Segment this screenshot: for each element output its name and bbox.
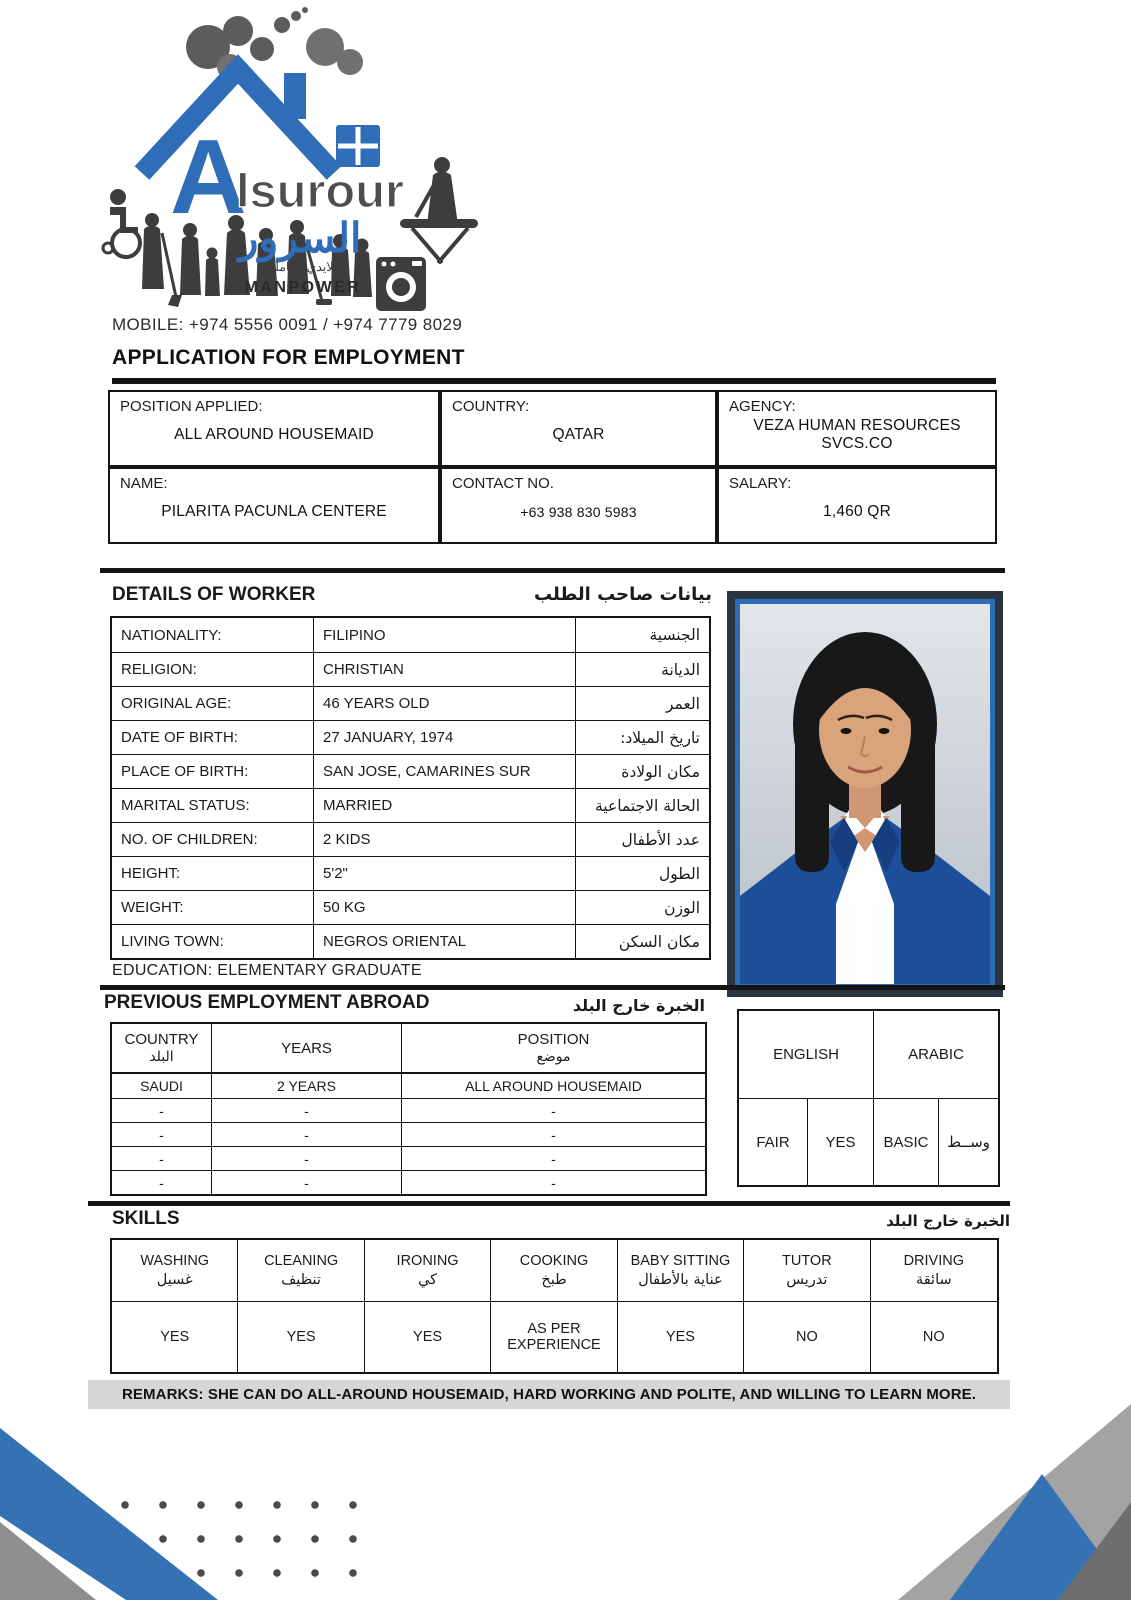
title-rule xyxy=(112,378,996,384)
employment-position: ALL AROUND HOUSEMAID xyxy=(465,1078,642,1094)
arabic-level-arabic: وســط xyxy=(947,1133,990,1151)
detail-value: FILIPINO xyxy=(314,618,576,652)
previous-employment-table xyxy=(110,1022,707,1196)
logo-brand-text: lsurour xyxy=(236,164,404,217)
arabic-level: BASIC xyxy=(874,1099,939,1185)
skill-label: IRONING xyxy=(396,1253,459,1269)
name-cell xyxy=(108,467,440,544)
detail-value: CHRISTIAN xyxy=(314,653,576,686)
table-row xyxy=(112,1098,705,1122)
employment-years: 2 YEARS xyxy=(212,1074,402,1098)
detail-label-arabic: الجنسية xyxy=(649,626,700,644)
field-label: NAME: xyxy=(120,475,168,492)
skills-table xyxy=(110,1238,999,1374)
skill-label-arabic: تنظيف xyxy=(281,1272,321,1288)
agency-cell xyxy=(717,390,997,467)
column-header-arabic: موضع xyxy=(536,1049,571,1065)
languages-header-row xyxy=(739,1011,998,1098)
position-applied-cell xyxy=(108,390,440,467)
field-label: POSITION APPLIED: xyxy=(120,398,263,415)
skill-label-arabic: تدريس xyxy=(786,1272,828,1288)
detail-label: NATIONALITY: xyxy=(112,618,314,652)
employment-country: - xyxy=(112,1123,212,1146)
details-section-title-arabic: بيانات صاحب الطلب xyxy=(533,584,712,605)
skill-header-driving xyxy=(871,1240,997,1301)
detail-value: NEGROS ORIENTAL xyxy=(314,925,576,958)
detail-label: HEIGHT: xyxy=(112,857,314,890)
employment-section-rule xyxy=(100,985,1005,990)
employment-years: - xyxy=(212,1171,402,1194)
skills-value-row xyxy=(112,1302,997,1372)
field-value: +63 938 830 5983 xyxy=(520,504,637,520)
skills-section-rule xyxy=(88,1201,1010,1206)
skill-value-driving: NO xyxy=(922,1329,945,1345)
table-row xyxy=(112,856,709,890)
table-header-row xyxy=(112,1024,705,1074)
skills-section-title: SKILLS xyxy=(112,1208,180,1229)
employment-section-title-arabic: الخبرة خارج البلد xyxy=(572,996,705,1015)
field-label: CONTACT NO. xyxy=(452,475,554,492)
field-label: AGENCY: xyxy=(729,398,796,415)
skill-label: TUTOR xyxy=(782,1253,832,1269)
field-label: COUNTRY: xyxy=(452,398,530,415)
detail-label-arabic: مكان الولادة xyxy=(621,762,700,781)
washing-machine-icon xyxy=(376,257,426,311)
salary-cell xyxy=(717,467,997,544)
table-row xyxy=(112,754,709,788)
column-header-years xyxy=(212,1024,402,1072)
detail-value: 27 JANUARY, 1974 xyxy=(314,721,576,754)
detail-label-arabic: الحالة الاجتماعية xyxy=(594,796,700,815)
detail-value: 50 KG xyxy=(314,891,576,924)
detail-label: LIVING TOWN: xyxy=(112,925,314,958)
mobile-numbers: MOBILE: +974 5556 0091 / +974 7779 8029 xyxy=(112,315,463,334)
detail-value: 2 KIDS xyxy=(314,823,576,856)
skill-value-cleaning: YES xyxy=(238,1302,364,1372)
languages-table xyxy=(737,1009,1000,1187)
employment-position: - xyxy=(551,1126,556,1143)
page-title: APPLICATION FOR EMPLOYMENT xyxy=(112,346,465,369)
worker-photo-frame xyxy=(727,591,1003,997)
table-row xyxy=(112,652,709,686)
arabic-header: ARABIC xyxy=(908,1046,964,1063)
skill-label-arabic: كي xyxy=(418,1272,438,1288)
detail-label: NO. OF CHILDREN: xyxy=(112,823,314,856)
skill-header-ironing xyxy=(365,1240,491,1301)
table-row xyxy=(112,788,709,822)
skill-value-babysitting: YES xyxy=(618,1302,744,1372)
worker-details-table xyxy=(110,616,711,960)
logo-letter-a: A xyxy=(170,118,247,236)
table-row xyxy=(112,1122,705,1146)
skill-label: CLEANING xyxy=(264,1253,339,1269)
detail-label: DATE OF BIRTH: xyxy=(112,721,314,754)
skill-label: DRIVING xyxy=(903,1253,964,1269)
table-row xyxy=(112,618,709,652)
detail-label: RELIGION: xyxy=(112,653,314,686)
employment-years: - xyxy=(212,1147,402,1170)
detail-label-arabic: الطول xyxy=(658,864,700,883)
detail-value: MARRIED xyxy=(314,789,576,822)
field-label: SALARY: xyxy=(729,475,792,492)
skill-value-tutor: NO xyxy=(744,1302,870,1372)
corner-decorations xyxy=(0,1390,1131,1600)
worker-portrait-illustration xyxy=(740,604,990,984)
detail-label: PLACE OF BIRTH: xyxy=(112,755,314,788)
contact-cell xyxy=(440,467,717,544)
detail-label-arabic: تاريخ الميلاد: xyxy=(620,728,700,747)
detail-value: SAN JOSE, CAMARINES SUR xyxy=(314,755,576,788)
skills-section-title-arabic: الخبرة خارج البلد xyxy=(886,1212,1010,1230)
details-section-rule xyxy=(100,568,1005,573)
column-header-label: POSITION xyxy=(517,1031,590,1048)
detail-label-arabic: الوزن xyxy=(664,898,700,917)
table-row xyxy=(112,890,709,924)
table-row xyxy=(112,720,709,754)
logo-manpower-text: MANPOWER xyxy=(244,279,362,296)
employment-position: - xyxy=(551,1150,556,1167)
worker-photo xyxy=(735,599,995,989)
table-row xyxy=(112,1146,705,1170)
column-header-label: YEARS xyxy=(281,1039,332,1057)
employment-country: - xyxy=(112,1147,212,1170)
application-summary-table xyxy=(108,390,997,544)
logo-tagline-arabic: للايدي العاملة xyxy=(268,260,338,274)
employment-years: - xyxy=(212,1123,402,1146)
detail-label-arabic: العمر xyxy=(665,694,700,713)
skill-header-tutor xyxy=(744,1240,870,1301)
detail-label-arabic: مكان السكن xyxy=(618,932,700,951)
skill-label-arabic: سائقة xyxy=(915,1272,952,1288)
detail-label: ORIGINAL AGE: xyxy=(112,687,314,720)
field-value: QATAR xyxy=(552,426,605,443)
field-value: 1,460 QR xyxy=(823,503,891,520)
english-level: FAIR xyxy=(739,1099,808,1185)
english-flag: YES xyxy=(808,1099,874,1185)
skill-header-babysitting xyxy=(618,1240,744,1301)
skill-label-arabic: طبخ xyxy=(541,1272,567,1288)
skill-value-cooking: AS PER EXPERIENCE xyxy=(491,1302,617,1372)
table-row xyxy=(112,924,709,958)
remarks-bar: REMARKS: SHE CAN DO ALL-AROUND HOUSEMAID, HARD WORKING AND POLITE, AND WILLING TO LEARN MORE. xyxy=(88,1380,1010,1409)
skill-value-washing: YES xyxy=(112,1302,238,1372)
employment-country: SAUDI xyxy=(112,1074,212,1098)
table-row xyxy=(112,1170,705,1194)
table-row xyxy=(112,686,709,720)
education-line: EDUCATION: ELEMENTARY GRADUATE xyxy=(112,962,422,979)
details-section-title: DETAILS OF WORKER xyxy=(112,584,316,605)
detail-label: WEIGHT: xyxy=(112,891,314,924)
skill-header-cooking xyxy=(491,1240,617,1301)
smoke-icon xyxy=(186,7,363,80)
english-header: ENGLISH xyxy=(739,1011,874,1098)
field-value: VEZA HUMAN RESOURCES SVCS.CO xyxy=(753,417,961,452)
languages-value-row xyxy=(739,1098,998,1185)
country-cell xyxy=(440,390,717,467)
table-row xyxy=(112,822,709,856)
employment-country: - xyxy=(112,1171,212,1194)
field-value: ALL AROUND HOUSEMAID xyxy=(174,426,374,443)
skill-header-cleaning xyxy=(238,1240,364,1301)
employment-country: - xyxy=(112,1099,212,1122)
employment-position: - xyxy=(551,1174,556,1191)
column-header-label: COUNTRY xyxy=(124,1031,199,1048)
employment-position: - xyxy=(551,1102,556,1119)
detail-value: 46 YEARS OLD xyxy=(314,687,576,720)
logo-brand-arabic: السرور xyxy=(238,215,362,261)
skill-label: BABY SITTING xyxy=(630,1253,731,1269)
column-header-country xyxy=(112,1024,212,1072)
table-row xyxy=(112,1074,705,1098)
skill-label: WASHING xyxy=(140,1253,210,1269)
employment-years: - xyxy=(212,1099,402,1122)
skill-label-arabic: غسيل xyxy=(156,1272,193,1288)
skill-value-ironing: YES xyxy=(365,1302,491,1372)
detail-label-arabic: عدد الأطفال xyxy=(621,830,700,849)
company-logo xyxy=(90,5,485,320)
skill-label: COOKING xyxy=(519,1253,589,1269)
skills-header-row xyxy=(112,1240,997,1302)
column-header-arabic: البلد xyxy=(149,1049,174,1065)
detail-label-arabic: الديانة xyxy=(661,660,700,679)
detail-value: 5'2" xyxy=(314,857,576,890)
detail-label: MARITAL STATUS: xyxy=(112,789,314,822)
skill-label-arabic: عناية بالأطفال xyxy=(638,1272,723,1288)
field-value: PILARITA PACUNLA CENTERE xyxy=(161,503,387,520)
skill-header-washing xyxy=(112,1240,238,1301)
column-header-position xyxy=(402,1024,705,1072)
employment-section-title: PREVIOUS EMPLOYMENT ABROAD xyxy=(104,992,430,1013)
